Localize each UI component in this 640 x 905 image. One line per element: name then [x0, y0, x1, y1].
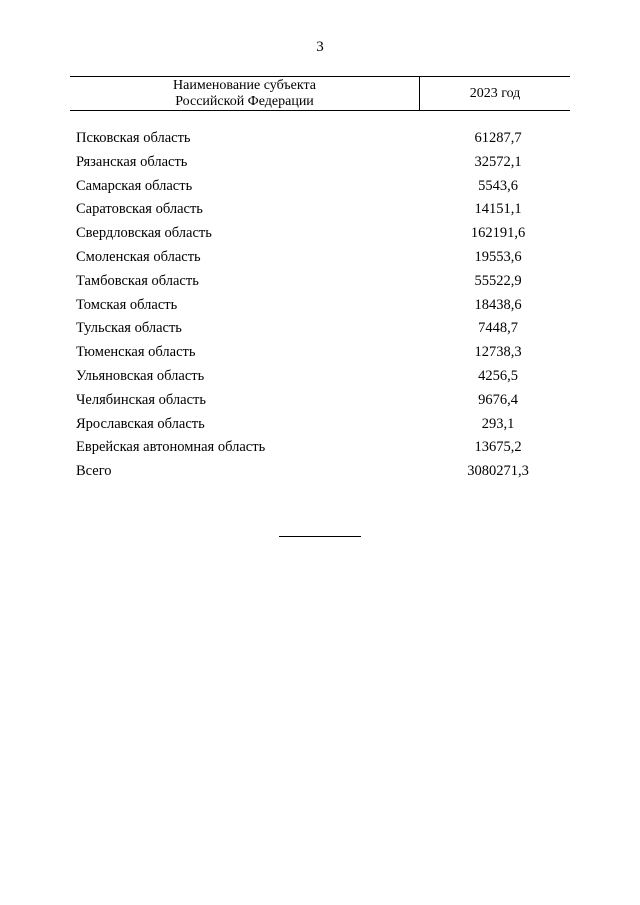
table-row [76, 390, 570, 414]
region-value: 7448,7 [478, 320, 518, 337]
table-row [76, 366, 570, 390]
header-region-name [70, 77, 420, 110]
table-row [76, 318, 570, 342]
region-name: Самарская область [76, 177, 193, 194]
table-row [76, 152, 570, 176]
table-row [76, 223, 570, 247]
table-row [76, 414, 570, 438]
header-year: 2023 год [469, 86, 521, 101]
region-name: Саратовская область [76, 201, 203, 218]
table-row-total [76, 461, 570, 485]
region-name: Ярославская область [76, 415, 205, 432]
region-value: 162191,6 [470, 225, 526, 242]
region-name: Еврейская автономная область [76, 439, 266, 456]
region-name: Псковская область [76, 130, 191, 146]
total-value: 3080271,3 [467, 463, 529, 480]
region-name: Ульяновская область [76, 367, 205, 384]
region-value: 293,1 [481, 415, 515, 432]
region-value: 5543,6 [478, 177, 518, 194]
header-region-name-line1: Наименование субъекта [173, 78, 316, 93]
region-value: 14151,1 [474, 201, 522, 218]
page-number: 3 [316, 39, 324, 55]
region-value: 18438,6 [474, 296, 522, 313]
region-value: 12738,3 [474, 344, 522, 361]
total-label: Всего [76, 463, 112, 480]
region-name: Рязанская область [76, 153, 188, 170]
table-row [76, 295, 570, 319]
end-divider [279, 536, 361, 537]
table-header [70, 76, 570, 111]
region-value: 9676,4 [478, 391, 518, 408]
region-name: Тульская область [76, 320, 182, 337]
table-row [76, 128, 570, 152]
region-value: 13675,2 [474, 439, 522, 456]
table-row [76, 271, 570, 295]
region-value: 4256,5 [478, 367, 518, 384]
table-row [76, 342, 570, 366]
region-value: 61287,7 [474, 130, 522, 146]
header-region-name-line2: Российской Федерации [175, 94, 314, 109]
region-name: Тюменская область [76, 344, 196, 361]
region-name: Свердловская область [76, 225, 212, 242]
region-name: Томская область [76, 296, 178, 313]
table-row [76, 247, 570, 271]
region-name: Челябинская область [76, 391, 206, 408]
table-row [76, 199, 570, 223]
table-row [76, 176, 570, 200]
region-value: 55522,9 [474, 272, 522, 289]
region-value: 32572,1 [474, 153, 522, 170]
region-name: Тамбовская область [76, 272, 199, 289]
region-name: Смоленская область [76, 248, 201, 265]
table-body [76, 128, 570, 485]
region-value: 19553,6 [474, 248, 522, 265]
table-row [76, 437, 570, 461]
